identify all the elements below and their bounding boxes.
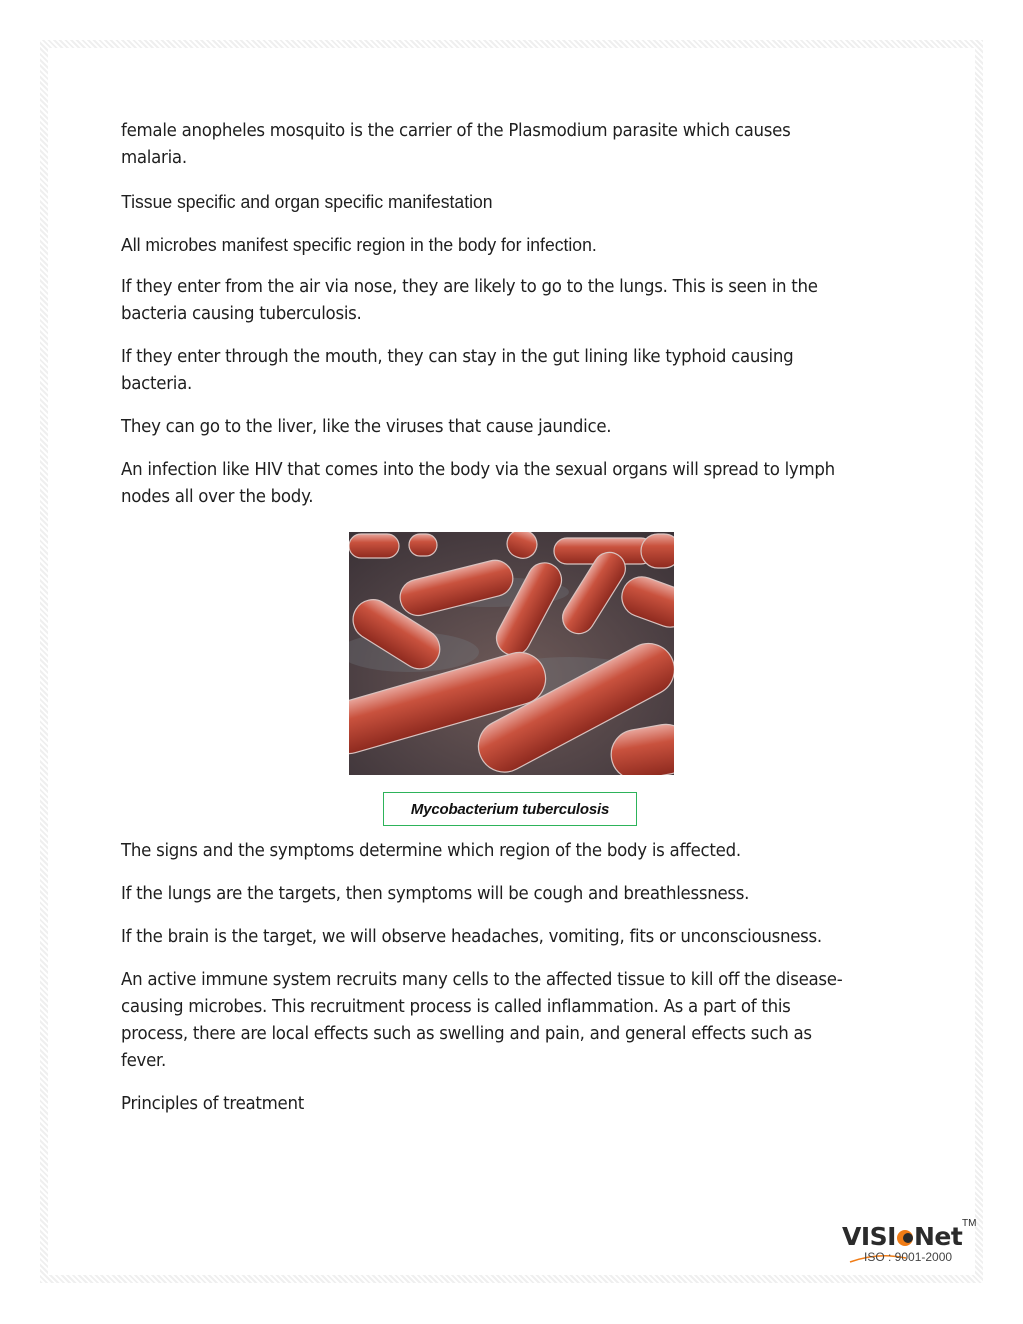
paragraph: If the lungs are the targets, then symptoms will be cough and breathlessness.: [121, 884, 750, 904]
body-text-top: [121, 118, 857, 527]
logo-word-right: Net: [913, 1222, 963, 1251]
section-heading: Principles of treatment: [121, 1094, 304, 1114]
bacteria-image: [349, 532, 674, 775]
paragraph: If they enter through the mouth, they can stay in the gut lining like typhoid causing bacteria.: [121, 347, 794, 394]
bacteria-illustration: [349, 532, 674, 775]
figure-caption: Mycobacterium tuberculosis: [410, 800, 610, 818]
paragraph: The signs and the symptoms determine which region of the body is affected.: [121, 841, 741, 861]
logo-word-left: VISI: [842, 1222, 896, 1251]
paragraph: They can go to the liver, like the viruses that cause jaundice.: [121, 417, 612, 437]
body-text-bottom: [121, 838, 857, 1134]
visionet-logo: [840, 1218, 980, 1268]
logo-trademark: TM: [962, 1218, 977, 1229]
section-heading: Tissue specific and organ specific manifestation: [121, 191, 493, 212]
paragraph: All microbes manifest specific region in the body for infection.: [121, 234, 597, 255]
paragraph: If they enter from the air via nose, they are likely to go to the lungs. This is seen in the bacteria causing tuberculosis.: [121, 277, 818, 324]
paragraph: An active immune system recruits many cells to the affected tissue to kill off the disease-causing microbes. This recruitment process is called inflammation. As a part of this process, there are local effects such as swelling and pain, and general effects such as fever.: [121, 970, 843, 1071]
paragraph: female anopheles mosquito is the carrier of the Plasmodium parasite which causes malaria.: [121, 121, 791, 168]
figure-caption-box: [383, 792, 637, 826]
logo-certification: ISO : 9001-2000: [864, 1250, 953, 1264]
logo-wordmark: [842, 1222, 962, 1251]
logo-eye-icon: [897, 1230, 913, 1246]
paragraph: An infection like HIV that comes into the body via the sexual organs will spread to lymph nodes all over the body.: [121, 460, 835, 507]
paragraph: If the brain is the target, we will observe headaches, vomiting, fits or unconsciousness.: [121, 927, 822, 947]
